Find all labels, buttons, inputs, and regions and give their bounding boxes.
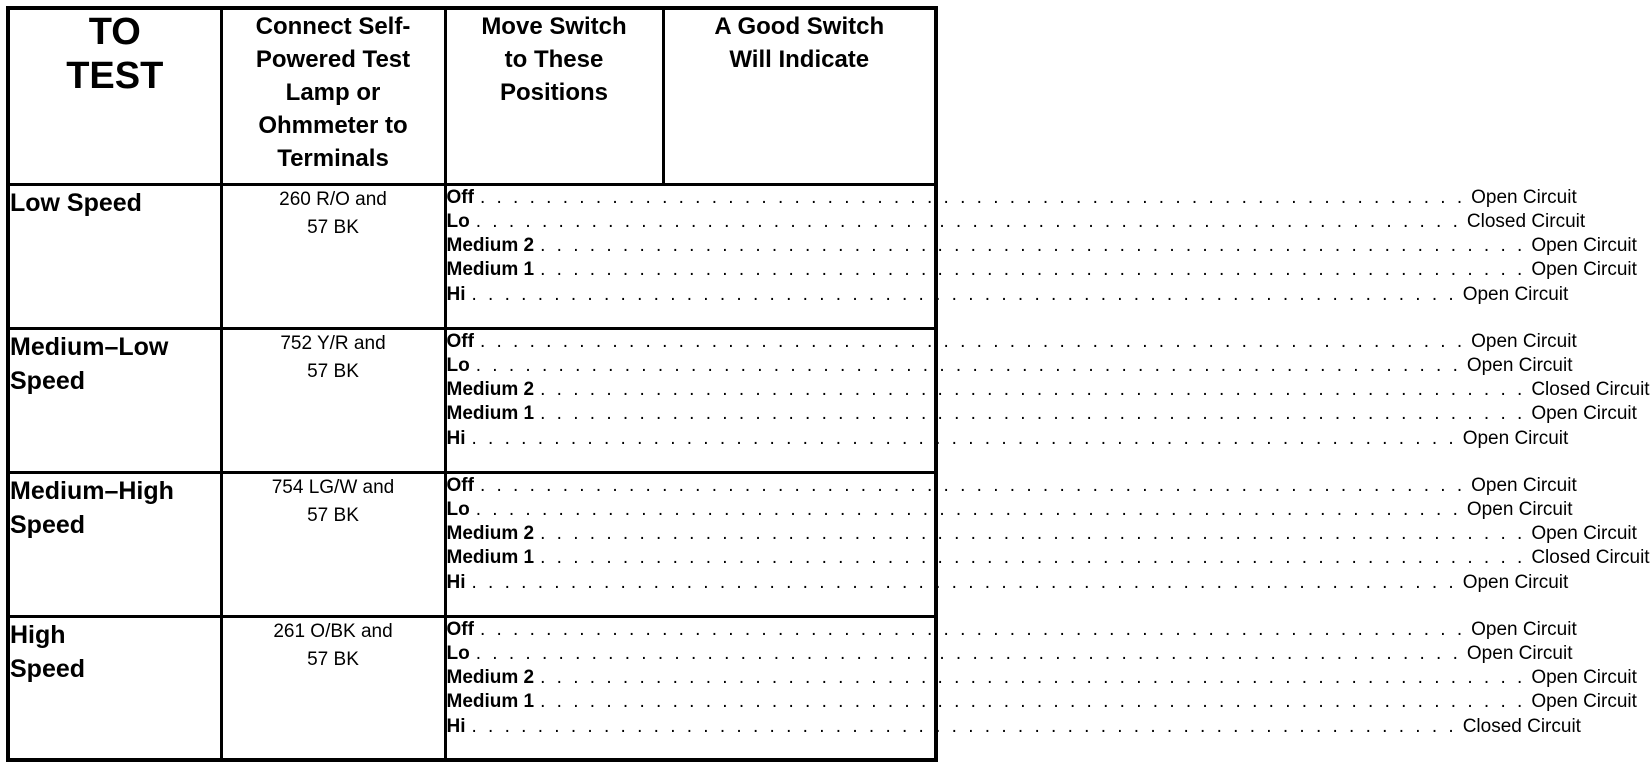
switch-position: Medium 1 xyxy=(446,547,535,569)
dot-leader: . . . . . . . . . . . . . . . . . . . . . . . . . . . . . . . . . . . . . . . . . . . . . . . . . . . . . . . . . . . . xyxy=(479,618,1466,640)
switch-position: Lo xyxy=(446,642,470,664)
position-row xyxy=(446,546,1650,570)
position-row xyxy=(446,642,1573,666)
terminals-line: 57 BK xyxy=(307,504,359,526)
position-row xyxy=(446,522,1637,546)
header-text-line: Connect Self- xyxy=(255,13,411,40)
header-text-line: TEST xyxy=(66,55,164,97)
circuit-result: Open Circuit xyxy=(1462,283,1569,305)
dot-leader: . . . . . . . . . . . . . . . . . . . . . . . . . . . . . . . . . . . . . . . . . . . . . . . . . . . . . . . . . . . . xyxy=(540,547,1526,569)
dot-leader: . . . . . . . . . . . . . . . . . . . . . . . . . . . . . . . . . . . . . . . . . . . . . . . . . . . . . . . . . . . . xyxy=(471,427,1457,449)
header-text-line: Move Switch xyxy=(481,13,627,40)
test-name-line: High xyxy=(10,620,66,649)
header-text-line: Terminals xyxy=(277,145,389,172)
switch-position: Lo xyxy=(446,354,470,376)
circuit-result: Open Circuit xyxy=(1462,427,1569,449)
circuit-result: Open Circuit xyxy=(1466,642,1573,664)
test-name-cell xyxy=(8,328,221,472)
dot-leader: . . . . . . . . . . . . . . . . . . . . . . . . . . . . . . . . . . . . . . . . . . . . . . . . . . . . . . . . . . . . xyxy=(475,354,1461,376)
circuit-result: Open Circuit xyxy=(1531,667,1637,689)
switch-test-table xyxy=(6,6,1650,762)
switch-position: Medium 2 xyxy=(446,235,535,257)
terminals-line: 754 LG/W and xyxy=(271,476,395,498)
switch-position: Off xyxy=(446,186,474,208)
position-row xyxy=(446,427,1569,451)
terminals-cell xyxy=(221,328,445,472)
dot-leader: . . . . . . . . . . . . . . . . . . . . . . . . . . . . . . . . . . . . . . . . . . . . . . . . . . . . . . . . . . . . xyxy=(540,523,1526,545)
terminals-cell xyxy=(221,616,445,760)
header-text-line: TO xyxy=(88,11,141,53)
header-row xyxy=(8,8,936,184)
circuit-result: Open Circuit xyxy=(1462,571,1569,593)
dot-leader: . . . . . . . . . . . . . . . . . . . . . . . . . . . . . . . . . . . . . . . . . . . . . . . . . . . . . . . . . . . . xyxy=(471,571,1457,593)
positions-cell xyxy=(445,616,1637,760)
terminals-line: 57 BK xyxy=(307,216,359,238)
position-row xyxy=(446,354,1573,378)
terminals-line: 752 Y/R and xyxy=(280,332,386,354)
switch-position: Hi xyxy=(446,715,466,737)
circuit-result: Open Circuit xyxy=(1466,354,1573,376)
position-row xyxy=(446,474,1577,498)
positions-cell xyxy=(445,328,1650,472)
dot-leader: . . . . . . . . . . . . . . . . . . . . . . . . . . . . . . . . . . . . . . . . . . . . . . . . . . . . . . . . . . . . xyxy=(479,330,1466,352)
switch-position: Medium 1 xyxy=(446,403,535,425)
table-row xyxy=(8,328,936,472)
dot-leader: . . . . . . . . . . . . . . . . . . . . . . . . . . . . . . . . . . . . . . . . . . . . . . . . . . . . . . . . . . . . xyxy=(540,259,1526,281)
header-text-line: Lamp or xyxy=(285,79,381,106)
header-text-line: Powered Test xyxy=(255,46,411,73)
header-good-switch xyxy=(663,8,936,184)
position-row xyxy=(446,258,1637,282)
dot-leader: . . . . . . . . . . . . . . . . . . . . . . . . . . . . . . . . . . . . . . . . . . . . . . . . . . . . . . . . . . . . xyxy=(540,667,1526,689)
dot-leader: . . . . . . . . . . . . . . . . . . . . . . . . . . . . . . . . . . . . . . . . . . . . . . . . . . . . . . . . . . . . xyxy=(479,186,1466,208)
header-text-line: A Good Switch xyxy=(714,13,885,40)
position-row xyxy=(446,234,1637,258)
header-text-line: Ohmmeter to xyxy=(258,112,408,139)
dot-leader: . . . . . . . . . . . . . . . . . . . . . . . . . . . . . . . . . . . . . . . . . . . . . . . . . . . . . . . . . . . . xyxy=(540,379,1526,401)
circuit-result: Closed Circuit xyxy=(1466,210,1586,232)
circuit-result: Open Circuit xyxy=(1471,618,1577,640)
header-text-line: to These xyxy=(504,46,604,73)
position-row xyxy=(446,210,1586,234)
circuit-result: Open Circuit xyxy=(1466,498,1573,520)
header-to-test xyxy=(8,8,221,184)
circuit-result: Closed Circuit xyxy=(1531,547,1650,569)
circuit-result: Open Circuit xyxy=(1471,474,1577,496)
position-row xyxy=(446,186,1577,210)
position-row xyxy=(446,283,1569,307)
positions-cell xyxy=(445,472,1650,616)
circuit-result: Closed Circuit xyxy=(1531,379,1650,401)
dot-leader: . . . . . . . . . . . . . . . . . . . . . . . . . . . . . . . . . . . . . . . . . . . . . . . . . . . . . . . . . . . . xyxy=(475,498,1461,520)
table-body xyxy=(8,184,1650,760)
switch-position: Medium 2 xyxy=(446,667,535,689)
switch-position: Hi xyxy=(446,427,466,449)
position-row xyxy=(446,330,1577,354)
switch-position: Hi xyxy=(446,571,466,593)
circuit-result: Open Circuit xyxy=(1471,186,1577,208)
switch-position: Medium 2 xyxy=(446,379,535,401)
terminals-cell xyxy=(221,472,445,616)
dot-leader: . . . . . . . . . . . . . . . . . . . . . . . . . . . . . . . . . . . . . . . . . . . . . . . . . . . . . . . . . . . . xyxy=(471,283,1457,305)
dot-leader: . . . . . . . . . . . . . . . . . . . . . . . . . . . . . . . . . . . . . . . . . . . . . . . . . . . . . . . . . . . . xyxy=(540,691,1526,713)
table-row xyxy=(8,184,936,328)
test-name-line: Medium–High xyxy=(10,476,174,505)
dot-leader: . . . . . . . . . . . . . . . . . . . . . . . . . . . . . . . . . . . . . . . . . . . . . . . . . . . . . . . . . . . . xyxy=(479,474,1466,496)
dot-leader: . . . . . . . . . . . . . . . . . . . . . . . . . . . . . . . . . . . . . . . . . . . . . . . . . . . . . . . . . . . . xyxy=(471,715,1457,737)
circuit-result: Open Circuit xyxy=(1531,523,1637,545)
test-name-cell xyxy=(8,616,221,760)
dot-leader: . . . . . . . . . . . . . . . . . . . . . . . . . . . . . . . . . . . . . . . . . . . . . . . . . . . . . . . . . . . . xyxy=(475,210,1461,232)
test-name-line: Medium–Low xyxy=(10,332,169,361)
table-row xyxy=(8,616,936,760)
circuit-result: Closed Circuit xyxy=(1462,715,1581,737)
switch-position: Off xyxy=(446,618,474,640)
position-row xyxy=(446,618,1577,642)
terminals-line: 57 BK xyxy=(307,648,359,670)
test-name-line: Speed xyxy=(10,510,86,539)
position-row xyxy=(446,690,1637,714)
terminals-cell xyxy=(221,184,445,328)
circuit-result: Open Circuit xyxy=(1531,403,1637,425)
switch-position: Lo xyxy=(446,210,470,232)
dot-leader: . . . . . . . . . . . . . . . . . . . . . . . . . . . . . . . . . . . . . . . . . . . . . . . . . . . . . . . . . . . . xyxy=(540,403,1526,425)
terminals-line: 260 R/O and xyxy=(279,188,387,210)
switch-position: Lo xyxy=(446,498,470,520)
test-name-cell xyxy=(8,184,221,328)
position-row xyxy=(446,402,1637,426)
circuit-result: Open Circuit xyxy=(1471,330,1577,352)
terminals-line: 57 BK xyxy=(307,360,359,382)
terminals-line: 261 O/BK and xyxy=(273,620,393,642)
position-row xyxy=(446,571,1569,595)
test-name-line: Speed xyxy=(10,366,86,395)
test-name-line: Low Speed xyxy=(10,188,142,217)
header-connect xyxy=(221,8,445,184)
switch-position: Medium 2 xyxy=(446,523,535,545)
switch-position: Medium 1 xyxy=(446,259,535,281)
test-name-cell xyxy=(8,472,221,616)
dot-leader: . . . . . . . . . . . . . . . . . . . . . . . . . . . . . . . . . . . . . . . . . . . . . . . . . . . . . . . . . . . . xyxy=(475,642,1461,664)
test-name-line: Speed xyxy=(10,654,86,683)
switch-position: Off xyxy=(446,474,474,496)
switch-position: Off xyxy=(446,330,474,352)
switch-position: Medium 1 xyxy=(446,691,535,713)
table-row xyxy=(8,472,936,616)
position-row xyxy=(446,498,1573,522)
circuit-result: Open Circuit xyxy=(1531,691,1637,713)
header-text-line: Will Indicate xyxy=(729,46,870,73)
position-row xyxy=(446,715,1581,739)
positions-cell xyxy=(445,184,1637,328)
circuit-result: Open Circuit xyxy=(1531,259,1637,281)
header-text-line: Positions xyxy=(499,79,608,106)
header-move-switch xyxy=(445,8,663,184)
switch-position: Hi xyxy=(446,283,466,305)
position-row xyxy=(446,666,1637,690)
position-row xyxy=(446,378,1650,402)
circuit-result: Open Circuit xyxy=(1531,235,1637,257)
dot-leader: . . . . . . . . . . . . . . . . . . . . . . . . . . . . . . . . . . . . . . . . . . . . . . . . . . . . . . . . . . . . xyxy=(540,235,1526,257)
